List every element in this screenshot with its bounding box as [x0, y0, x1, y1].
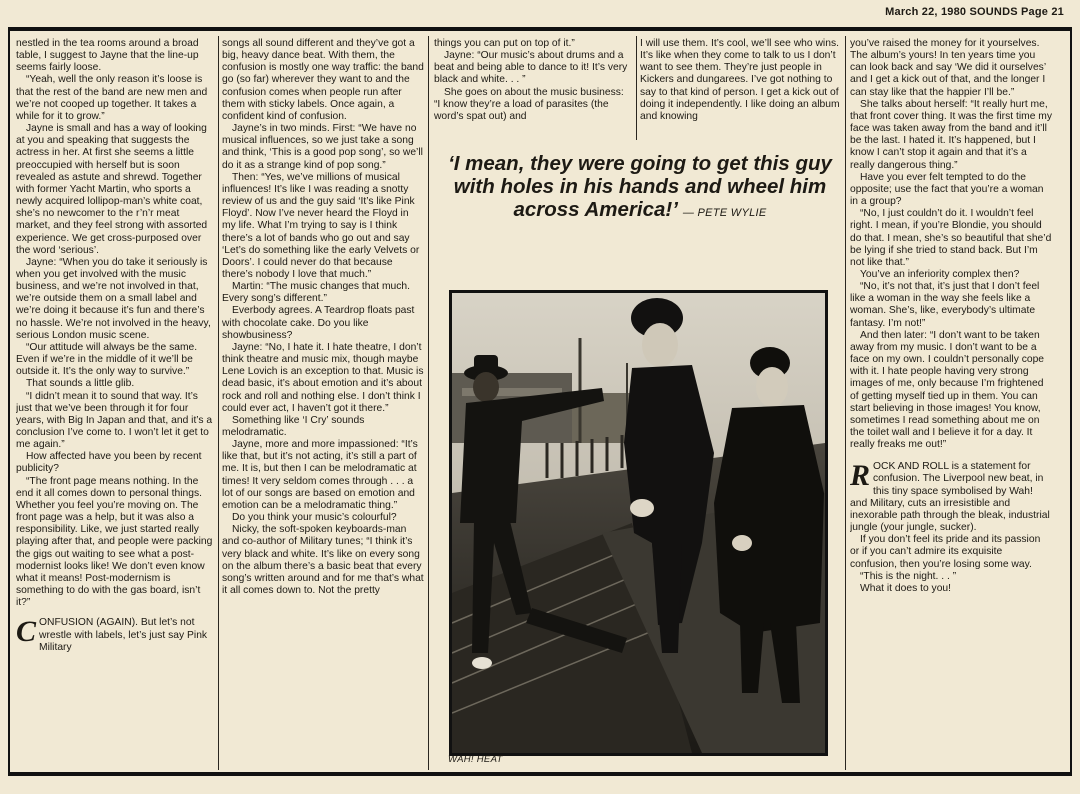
paragraph: Everbody agrees. A Teardrop floats past with chocolate cake. Do you like showbusiness? [222, 305, 415, 341]
column-divider [428, 36, 429, 770]
article-column-1 [16, 38, 214, 770]
paragraph: “I didn’t mean it to sound that way. It’s just that we’ve been through it for four years, with Big In Japan and that, and it’s a conclusion I’ve come to. I won’t let it get to me again.” [16, 390, 213, 451]
column-divider [845, 36, 846, 770]
paragraph: Jayne, more and more impassioned: “It’s like that, but it’s not acting, it’s still a part of me. It is, but then I can be melodramatic at times! It very seldom comes through . . . a lot of our songs are based on emotion and emotion can be a melodramatic thing.” [222, 439, 418, 511]
paragraph: She talks about herself: “It really hurt me, that front cover thing. It was the first time my face was taken away from the band and it’ll be the last. I hated it. It’s happened, but I know I can’t stop it again and that it’s a really dangerous thing.” [850, 98, 1052, 171]
page-folio [885, 6, 1064, 18]
paragraph: “Our attitude will always be the same. Even if we’re in the middle of it we’ll be outside it. It’s the only way to survive.” [16, 341, 198, 378]
paragraph: “No, it’s not that, it’s just that I don’t feel like a woman in the way she feels like a woman. She’s, like, everybody’s ultimate fantasy. I’m not!” [850, 281, 1040, 329]
paragraph: Martin: “The music changes that much. Every song’s different.” [222, 281, 410, 305]
paragraph: She goes on about the music business: “I know they’re a load of parasites (the word’s spat out) and [434, 86, 624, 122]
column-divider [636, 36, 637, 140]
paragraph: Jayne is small and has a way of looking at you and speaking that suggests the actress in her. At first she seems a little preoccupied with herself but is soon revealed as astute and shrewd. Together with former Yacht Martin, who sports a newly acquired lollipop-man’s white coat, she’s no newcomer to the r’n’r meat market, and they feel strong with assorted experience. We get cross-purposed over the word ‘serious’. [16, 123, 208, 256]
paragraph: “Yeah, well the only reason it’s loose is that the rest of the band are new men and we’re not cooped up together. It takes a while for it to grow.” [16, 74, 208, 122]
paragraph: Jayne: “No, I hate it. I hate theatre, I don’t think theatre and music mix, though maybe Lene Lovich is an exception to that. Music is dead basic, it’s about emotion and it’s about rock and roll and nothing else. I don’t think I could ever act, I haven’t got it there.” [222, 341, 424, 414]
issue-date: March 22, 1980 [885, 6, 967, 18]
paragraph: Have you ever felt tempted to do the opposite; use the fact that you’re a woman in a group? [850, 171, 1044, 208]
paragraph: And then later: “I don’t want to be taken away from my music. I don’t want to be a face on my own. I couldn’t personally cope with it. I hate people having very strong images of me, only because I’m frightened of getting myself tied up in them. You can start believing in those images! You know, sometimes I read something about me on the toilet wall and I believe it for a day. It really freaks me out!” [850, 329, 1045, 451]
bottom-rule [8, 772, 1072, 776]
paragraph: How affected have you been by recent publicity? [16, 451, 202, 475]
paragraph: Something like ‘I Cry’ sounds melodramatic. [222, 414, 365, 438]
article-column-5 [850, 38, 1052, 770]
right-frame-rule [1070, 27, 1072, 776]
paragraph: “This is the night. . . ” [860, 570, 957, 582]
dropcap-text: OCK AND ROLL is a statement for confusion. The Liverpool new beat, in this tiny space symbolised by Wah! and Military, cuts an irresistible and inexorable path through the bleak, industrial jungle (your jungle, sucker). [850, 461, 1050, 534]
dropcap-paragraph [16, 617, 214, 653]
column-divider [218, 36, 219, 770]
paragraph: Jayne: “When you do take it seriously is when you get involved with the music business, and we’re not involved in that, we’re outside them on a small label and we’re doing it because it’s fun and there’s no hassle. We’re not involved in the heavy, serious London music scene. [16, 256, 211, 341]
dropcap-paragraph [850, 461, 1052, 534]
article-column-4 [640, 38, 840, 136]
paragraph: What it does to you! [860, 582, 952, 594]
paragraph: Jayne: “Our music’s about drums and a beat and being able to dance to it! It’s very black and white. . . ” [434, 50, 628, 86]
article-column-2 [222, 38, 424, 770]
paragraph: You’ve an inferiority complex then? [860, 268, 1020, 280]
paragraph: Then: “Yes, we’ve millions of musical influences! It’s like I was reading a snotty review of us and the guy said ‘It’s like Pink Floyd’. Now I’ve never heard the Floyd in my life. What I’m trying to say is I think there’s a lot of bands who go out and say ‘Let’s do something like the early Velvets or Doors’. I could never do that because there’s nobody I love that much.” [222, 171, 420, 280]
drop-cap-letter: R [850, 459, 871, 493]
band-photo-illustration [452, 293, 825, 753]
paragraph: “The front page means nothing. In the end it all comes down to personal things. Whether you feel you’re moving on. The front page was a help, but it was also a responsibility. Like, we just started really playing after that, and people were packing the gigs out waiting to see what a post-modernist looks like! We don’t even know what it means! Post-modernism is something to do with the gas board, isn’t it?” [16, 475, 213, 609]
paragraph: That sounds a little glib. [26, 378, 135, 390]
paragraph: “No, I just couldn’t do it. I wouldn’t feel right. I mean, if you’re Blondie, you should do that. I mean, she’s so beautiful that she’d be lying if she tried to stand back. But I’m not like that.” [850, 208, 1052, 268]
photo-caption: WAH! HEAT [448, 754, 503, 765]
dropcap-text: ONFUSION (AGAIN). But let’s not wrestle with labels, let’s just say Pink Military [39, 617, 208, 653]
paragraph: If you don’t feel its pride and its passion or if you can’t admire its exquisite confusion, then you’re losing some way. [850, 534, 1041, 570]
paragraph: nestled in the tea rooms around a broad table, I suggest to Jayne that the line-up seems fairly loose. [16, 38, 199, 74]
left-frame-rule [8, 27, 10, 776]
paragraph: things you can put on top of it.” [434, 38, 575, 49]
publication-page: SOUNDS Page 21 [969, 6, 1064, 18]
top-rule [8, 27, 1072, 31]
article-column-3 [434, 38, 630, 136]
pull-quote [446, 152, 834, 225]
paragraph: songs all sound different and they’ve got a big, heavy dance beat. With them, the confusion is mostly one way traffic: the band go (so far) wherever they want to and the confusion comes when people run after them with sticky labels. Once again, a confident kind of confusion. [222, 38, 424, 122]
drop-cap-letter: C [16, 615, 37, 649]
band-photo [449, 290, 828, 756]
pull-quote-text: ‘I mean, they were going to get this guy with holes in his hands and wheel him across America!’ [448, 152, 832, 221]
paragraph: you’ve raised the money for it yourselves. The album’s yours! In ten years time you can look back and say ‘We did it ourselves’ and I get a kick out of that, and the longer I can stay like that the happier I’ll be.” [850, 38, 1046, 98]
paragraph: Jayne’s in two minds. First: “We have no musical influences, so we just take a song and think, ‘This is a good pop song’, so we’ll do it as a strange kind of pop song.” [222, 123, 423, 171]
paragraph: Do you think your music’s colourful? [232, 512, 397, 524]
paragraph: Nicky, the soft-spoken keyboards-man and co-author of Military tunes; “I think it’s very black and white. It’s like on every song on the album there’s a basic beat that every song’s written around and for me that’s what it all comes down to. Not the pretty [222, 524, 424, 597]
pull-quote-credit: — PETE WYLIE [682, 207, 767, 219]
paragraph: I will use them. It’s cool, we’ll see who wins. It’s like when they come to talk to us I don’t want to see them. They’re just people in Kickers and dungarees. I’ve got nothing to say to that kind of person. I get a kick out of doing it independently. I like doing an album and knowing [640, 38, 840, 122]
